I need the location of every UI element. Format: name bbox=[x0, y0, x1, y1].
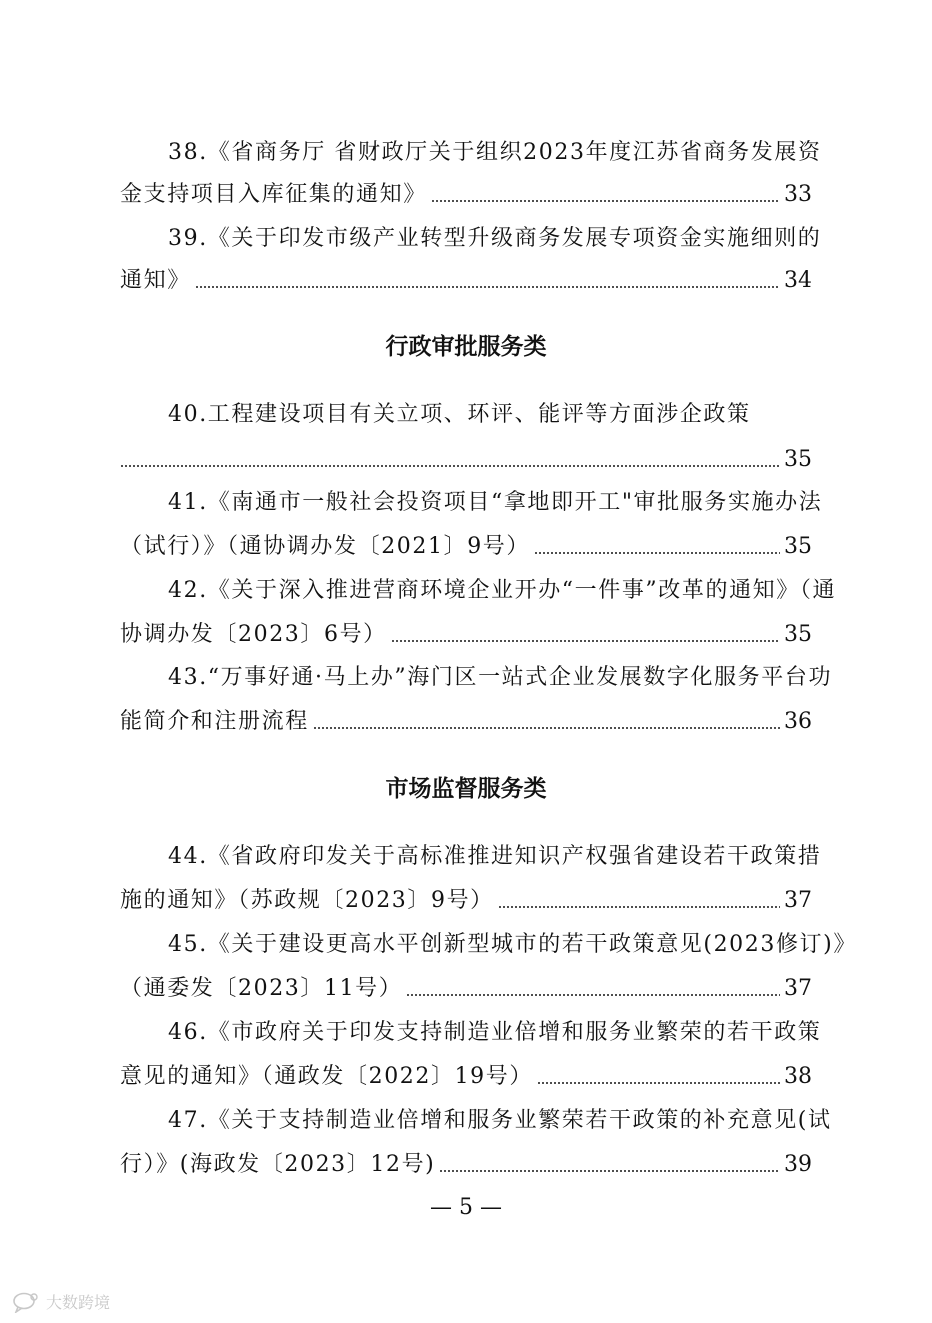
toc-entry-47-line1: 47.《关于支持制造业倍增和服务业繁荣若干政策的补充意见(试 bbox=[168, 1108, 832, 1133]
section-heading-administrative: 行政审批服务类 bbox=[385, 334, 547, 360]
dot-leader bbox=[313, 727, 780, 729]
toc-entry-45-line2[interactable]: （通委发〔2023〕11号） 37 bbox=[120, 974, 812, 1004]
toc-entry-45-line1: 45.《关于建设更高水平创新型城市的若干政策意见(2023修订)》 bbox=[168, 932, 857, 957]
chat-bubble-icon bbox=[12, 1291, 42, 1313]
toc-entry-47-line2[interactable]: 行）》(海政发〔2023〕12号) 39 bbox=[120, 1150, 812, 1180]
page-ref: 35 bbox=[784, 447, 812, 472]
watermark bbox=[12, 1290, 110, 1313]
page-ref: 35 bbox=[784, 622, 812, 647]
dot-leader bbox=[439, 1170, 780, 1172]
dot-leader bbox=[120, 465, 780, 467]
toc-entry-42-line2[interactable]: 协调办发〔2023〕6号） 35 bbox=[120, 620, 812, 650]
watermark-text: 大数跨境 bbox=[46, 1293, 111, 1312]
toc-entry-39-line2[interactable]: 通知》 34 bbox=[120, 266, 812, 296]
toc-entry-46-line2[interactable]: 意见的通知》（通政发〔2022〕19号） 38 bbox=[120, 1062, 812, 1092]
page-ref: 35 bbox=[784, 534, 812, 559]
toc-entry-41-line2[interactable]: （试行）》（通协调办发〔2021〕9号） 35 bbox=[120, 532, 812, 562]
page-ref: 39 bbox=[784, 1152, 812, 1177]
toc-entry-46-line1: 46.《市政府关于印发支持制造业倍增和服务业繁荣的若干政策 bbox=[168, 1020, 822, 1045]
page-ref: 37 bbox=[784, 888, 812, 913]
toc-entry-40-line2[interactable] bbox=[120, 445, 812, 475]
toc-entry-38-line1: 38.《省商务厅 省财政厅关于组织2023年度江苏省商务发展资 bbox=[168, 140, 822, 165]
dot-leader bbox=[431, 200, 780, 202]
page-ref: 33 bbox=[784, 182, 812, 207]
dot-leader bbox=[195, 286, 780, 288]
page-ref: 38 bbox=[784, 1064, 812, 1089]
dot-leader bbox=[406, 994, 780, 996]
dot-leader bbox=[391, 640, 780, 642]
toc-entry-44-line2[interactable]: 施的通知》（苏政规〔2023〕9号） 37 bbox=[120, 886, 812, 916]
page-ref: 37 bbox=[784, 976, 812, 1001]
toc-entry-43-line2[interactable]: 能简介和注册流程 36 bbox=[120, 707, 812, 737]
page-number: — 5 — bbox=[430, 1195, 502, 1220]
page-ref: 36 bbox=[784, 709, 812, 734]
page-ref: 34 bbox=[784, 268, 812, 293]
toc-entry-44-line1: 44.《省政府印发关于高标准推进知识产权强省建设若干政策措 bbox=[168, 844, 822, 869]
toc-entry-41-line1: 41.《南通市一般社会投资项目“拿地即开工"审批服务实施办法 bbox=[168, 490, 823, 515]
toc-entry-42-line1: 42.《关于深入推进营商环境企业开办“一件事”改革的通知》（通 bbox=[168, 578, 837, 603]
toc-entry-39-line1: 39.《关于印发市级产业转型升级商务发展专项资金实施细则的 bbox=[168, 226, 822, 251]
dot-leader bbox=[537, 1082, 780, 1084]
toc-entry-43-line1: 43.“万事好通·马上办”海门区一站式企业发展数字化服务平台功 bbox=[168, 665, 833, 690]
dot-leader bbox=[498, 906, 780, 908]
section-heading-market: 市场监督服务类 bbox=[385, 776, 547, 802]
dot-leader bbox=[534, 552, 780, 554]
toc-entry-40-line1: 40.工程建设项目有关立项、环评、能评等方面涉企政策 bbox=[168, 402, 751, 427]
toc-entry-38-line2[interactable]: 金支持项目入库征集的通知》 33 bbox=[120, 180, 812, 210]
